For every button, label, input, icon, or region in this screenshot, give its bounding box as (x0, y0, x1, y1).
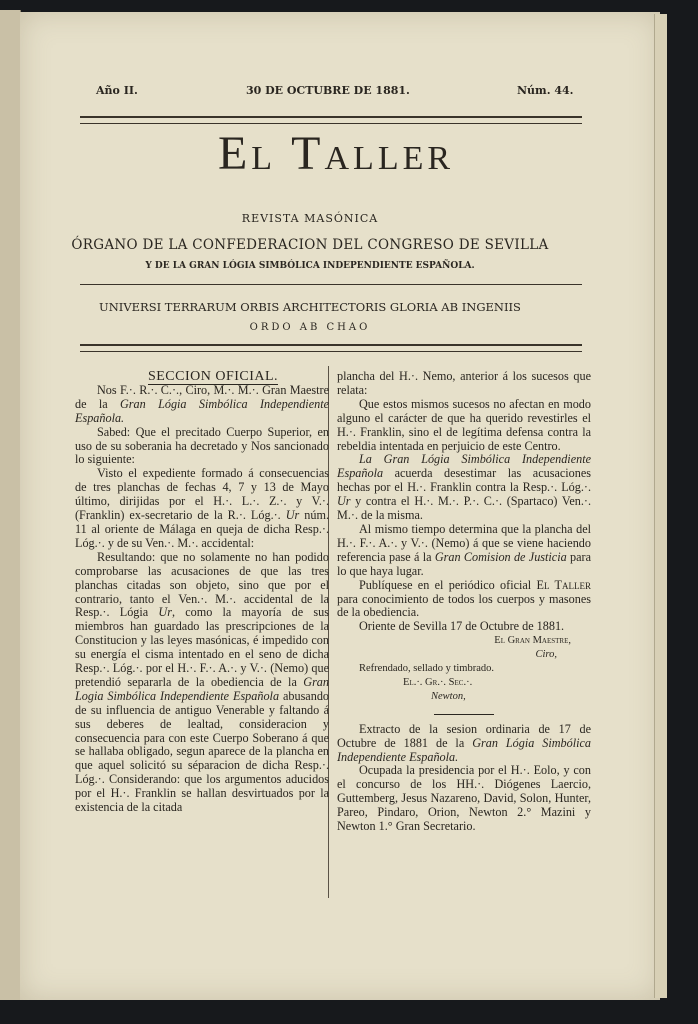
section-title: SECCION OFICIAL. (147, 369, 279, 384)
issue-number: Núm. 44. (517, 84, 574, 97)
issue-year: Año II. (96, 84, 138, 97)
paragraph: Ocupada la presidencia por el H.·. Eolo, y con el concurso de los HH.·. Diógenes Laercio, Guttemberg, Jesus Nazareno, David, Solon, Hunter, Pareo, Pindaro, Orion, Newton 2.° Mazini y Newton 1.° Gran Secretario. (337, 763, 591, 834)
issue-header (80, 84, 580, 102)
paragraph: Sabed: Que el precitado Cuerpo Superior, en uso de su soberania ha decretado y Nos sancionado lo siguiente: (75, 424, 329, 467)
signature-note: Refrendado, sellado y timbrado. (359, 663, 495, 675)
organ-line: ÓRGANO DE LA CONFEDERACION DEL CONGRESO DE SEVILLA (71, 237, 549, 253)
subtitle: REVISTA MASÓNICA (241, 212, 379, 225)
left-column (75, 370, 329, 815)
motto-2: ORDO AB CHAO (249, 322, 371, 333)
paragraph: La Gran Lógia Simbólica Independiente Española acuerda desestimar las acusaciones hechas por el H.·. Franklin contra la Resp.·. Lóg.·. Ur y contra el H.·. M.·. P.·. C.·. (Spartaco) Ven.·. M.·. de la misma. (337, 452, 591, 523)
right-column (337, 370, 591, 834)
adjacent-page-edge (0, 10, 21, 1000)
paragraph: Que estos mismos sucesos no afectan en modo alguno el carácter de que ha querido revestirles el H.·. Franklin, sino el de legítima defensa contra la rebeldia intentada en perjuicio de este Centro. (337, 396, 591, 453)
signature-grand-master: El Gran Maestre, (494, 635, 571, 647)
signature-secretary: El.·. Gr.·. Sec.·. (403, 676, 473, 688)
paragraph: Publíquese en el periódico oficial El Taller para conocimiento de todos los cuerpos y masones de la obediencia. (337, 577, 591, 620)
paragraph: Visto el expediente formado á consecuencias de tres planchas de fechas 4, 7 y 13 de Mayo último, dirijidas por el H.·. L.·. Z.·. y V.·. (Franklin) ex-secretario de la R.·. Lóg.·. Ur núm. 11 al oriente de Málaga en queja de dicha Resp.·. Lóg.·. y de su Ven.·. M.·. accidental: (75, 466, 329, 550)
paragraph: Oriente de Sevilla 17 de Octubre de 1881. (359, 619, 565, 634)
signature-name: Ciro, (535, 649, 557, 661)
paragraph: Nos F.·. R.·. C.·., Ciro, M.·. M.·. Gran Maestre de la Gran Lógia Simbólica Independiente Española. (75, 382, 329, 425)
paragraph: Al mismo tiempo determina que la plancha del H.·. F.·. A.·. y V.·. (Nemo) á que se viene haciendo referencia pase á la Gran Comision de Justicia para lo que haya lugar. (337, 521, 591, 578)
section-rule (434, 714, 494, 715)
paragraph: plancha del H.·. Nemo, anterior á los sucesos que relata: (337, 369, 591, 397)
masthead-bottom-rule (80, 344, 582, 352)
paragraph: Extracto de la sesion ordinaria de 17 de Octubre de 1881 de la Gran Lógia Simbólica Independiente Española. (337, 721, 592, 764)
signature-name-2: Newton, (431, 690, 466, 702)
page-edge-right (654, 14, 667, 998)
organ-line-2: Y DE LA GRAN LÓGIA SIMBÓLICA INDEPENDIENTE ESPAÑOLA. (145, 261, 475, 271)
issue-date: 30 DE OCTUBRE DE 1881. (246, 84, 410, 97)
motto: UNIVERSI TERRARUM ORBIS ARCHITECTORIS GLORIA AB INGENIIS (99, 300, 521, 314)
paragraph: Resultando: que no solamente no han podido comprobarse las acusaciones de que las tres planchas citadas son objeto, sino que por el contrario, tanto el Ven.·. M.·. accidental de la Resp.·. Lógia Ur, como la mayoría de sus miembros han guardado las prescripciones de la Constitucion y las leyes masónicas, é impedido con su energía el cisma intentado en el seno de dicha Resp.·. Lóg.·. por el H.·. F.·. A.·. y V.·. (Nemo) que pretendió separarla de la obediencia de la Gran Logia Simbólica Independiente Española abusando de su influencia de antiguo Venerable y faltando á sus deberes de lealtad, consideracion y consecuencia para con este Cuerpo Soberano á que se hallaba obligado, segun aparece de la plancha en que aquel solicitó su séparacion de dicha Resp.·. Lóg.·. Considerando: que los argumentos aducidos por el H.·. Franklin se hallan desvirtuados por la existencia de la citada (75, 549, 330, 815)
newspaper-title: El Taller (217, 127, 455, 180)
header-rule (80, 116, 582, 124)
masthead-rule (80, 284, 582, 285)
